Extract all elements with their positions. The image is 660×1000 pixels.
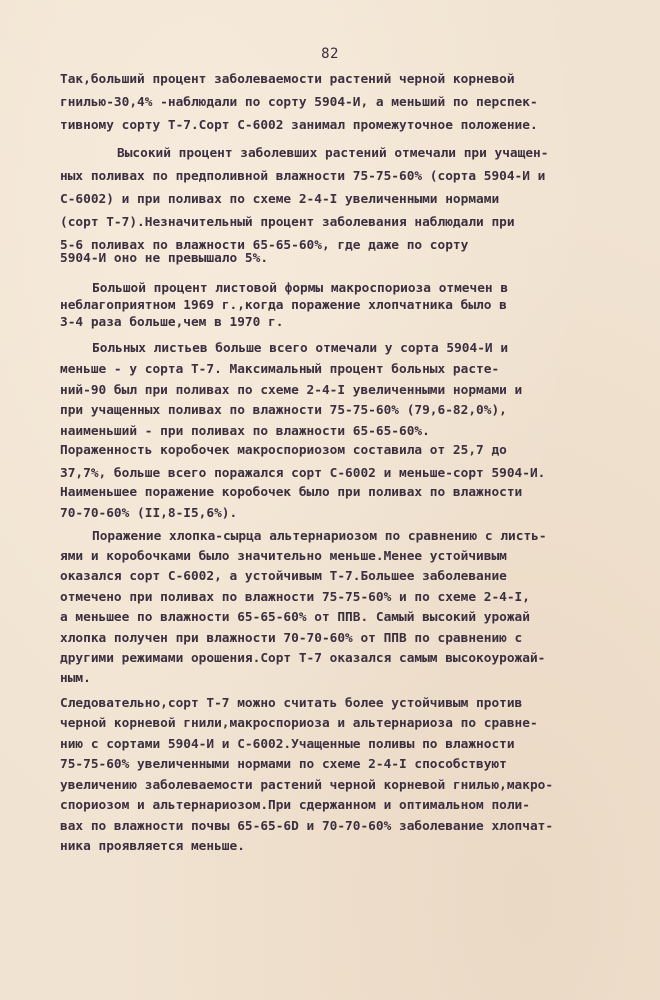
text-line: вах по влажности почвы 65-65-6D и 70-70-60% заболевание хлопчат-	[60, 819, 554, 834]
text-line: Поражение хлопка-сырца альтернариозом по сравнению с листь-	[92, 529, 547, 544]
text-line: хлопка получен при влажности 70-70-60% от ППВ по сравнению с	[60, 631, 523, 646]
text-line: Так,больший процент заболеваемости растений черной корневой	[60, 72, 515, 87]
text-line: Наименьшее поражение коробочек было при поливах по влажности	[60, 485, 523, 500]
text-line: а меньшее по влажности 65-65-60% от ППВ. Самый высокий урожай	[60, 610, 530, 625]
text-line: отмечено при поливах по влажности 75-75-60% и по схеме 2-4-I,	[60, 590, 530, 605]
text-line: (сорт Т-7).Незначительный процент заболевания наблюдали при	[60, 215, 515, 230]
text-line: тивному сорту Т-7.Сорт С-6002 занимал промежуточное положение.	[60, 118, 538, 133]
text-line: Пораженность коробочек макроспориозом составила от 25,7 до	[60, 443, 507, 458]
text-line: С-6002) и при поливах по схеме 2-4-I увеличенными нормами	[60, 192, 500, 207]
text-line: нию с сортами 5904-И и С-6002.Учащенные поливы по влажности	[60, 737, 515, 752]
text-line: Высокий процент заболевших растений отмечали при учащен-	[117, 146, 549, 161]
text-line: 37,7%, больше всего поражался сорт С-6002 и меньше-сорт 5904-И.	[60, 466, 546, 481]
text-line: Большой процент листовой формы макроспориоза отмечен в	[92, 281, 509, 296]
text-line: 3-4 раза больше,чем в 1970 г.	[60, 315, 284, 330]
text-line: увеличению заболеваемости растений черной корневой гнилью,макро-	[60, 778, 554, 793]
text-line: оказался сорт С-6002, а устойчивым Т-7.Большее заболевание	[60, 569, 507, 584]
text-line: ний-90 был при поливах по схеме 2-4-I увеличенными нормами и	[60, 383, 523, 398]
text-line: 5-6 поливах по влажности 65-65-60%, где даже по сорту	[60, 238, 469, 253]
text-line: Следовательно,сорт Т-7 можно считать более устойчивым против	[60, 696, 523, 711]
text-line: ями и коробочками было значительно меньше.Менее устойчивым	[60, 549, 507, 564]
text-line: ных поливах по предполивной влажности 75-75-60% (сорта 5904-И и	[60, 169, 546, 184]
text-line: 5904-И оно не превышало 5%.	[60, 251, 269, 266]
text-line: 75-75-60% увеличенными нормами по схеме 2-4-I способствуют	[60, 757, 507, 772]
text-line: меньше - у сорта Т-7. Максимальный процент больных расте-	[60, 362, 500, 377]
page-number: 82	[321, 46, 339, 62]
text-line: черной корневой гнили,макроспориоза и альтернариоза по сравне-	[60, 716, 538, 731]
text-line: гнилью-30,4% -наблюдали по сорту 5904-И, а меньший по перспек-	[60, 95, 538, 110]
text-line: спориозом и альтернариозом.При сдержанном и оптимальном поли-	[60, 798, 530, 813]
text-line: ника проявляется меньше.	[60, 839, 245, 854]
text-line: наименьший - при поливах по влажности 65-65-60%.	[60, 424, 430, 439]
text-line: 70-70-60% (II,8-I5,6%).	[60, 506, 238, 521]
text-line: другими режимами орошения.Сорт Т-7 оказался самым высокоурожай-	[60, 651, 546, 666]
text-line: Больных листьев больше всего отмечали у сорта 5904-И и	[92, 341, 509, 356]
text-line: ным.	[60, 671, 91, 686]
text-line: при учащенных поливах по влажности 75-75-60% (79,6-82,0%),	[60, 403, 507, 418]
text-line: неблагоприятном 1969 г.,когда поражение хлопчатника было в	[60, 298, 507, 313]
